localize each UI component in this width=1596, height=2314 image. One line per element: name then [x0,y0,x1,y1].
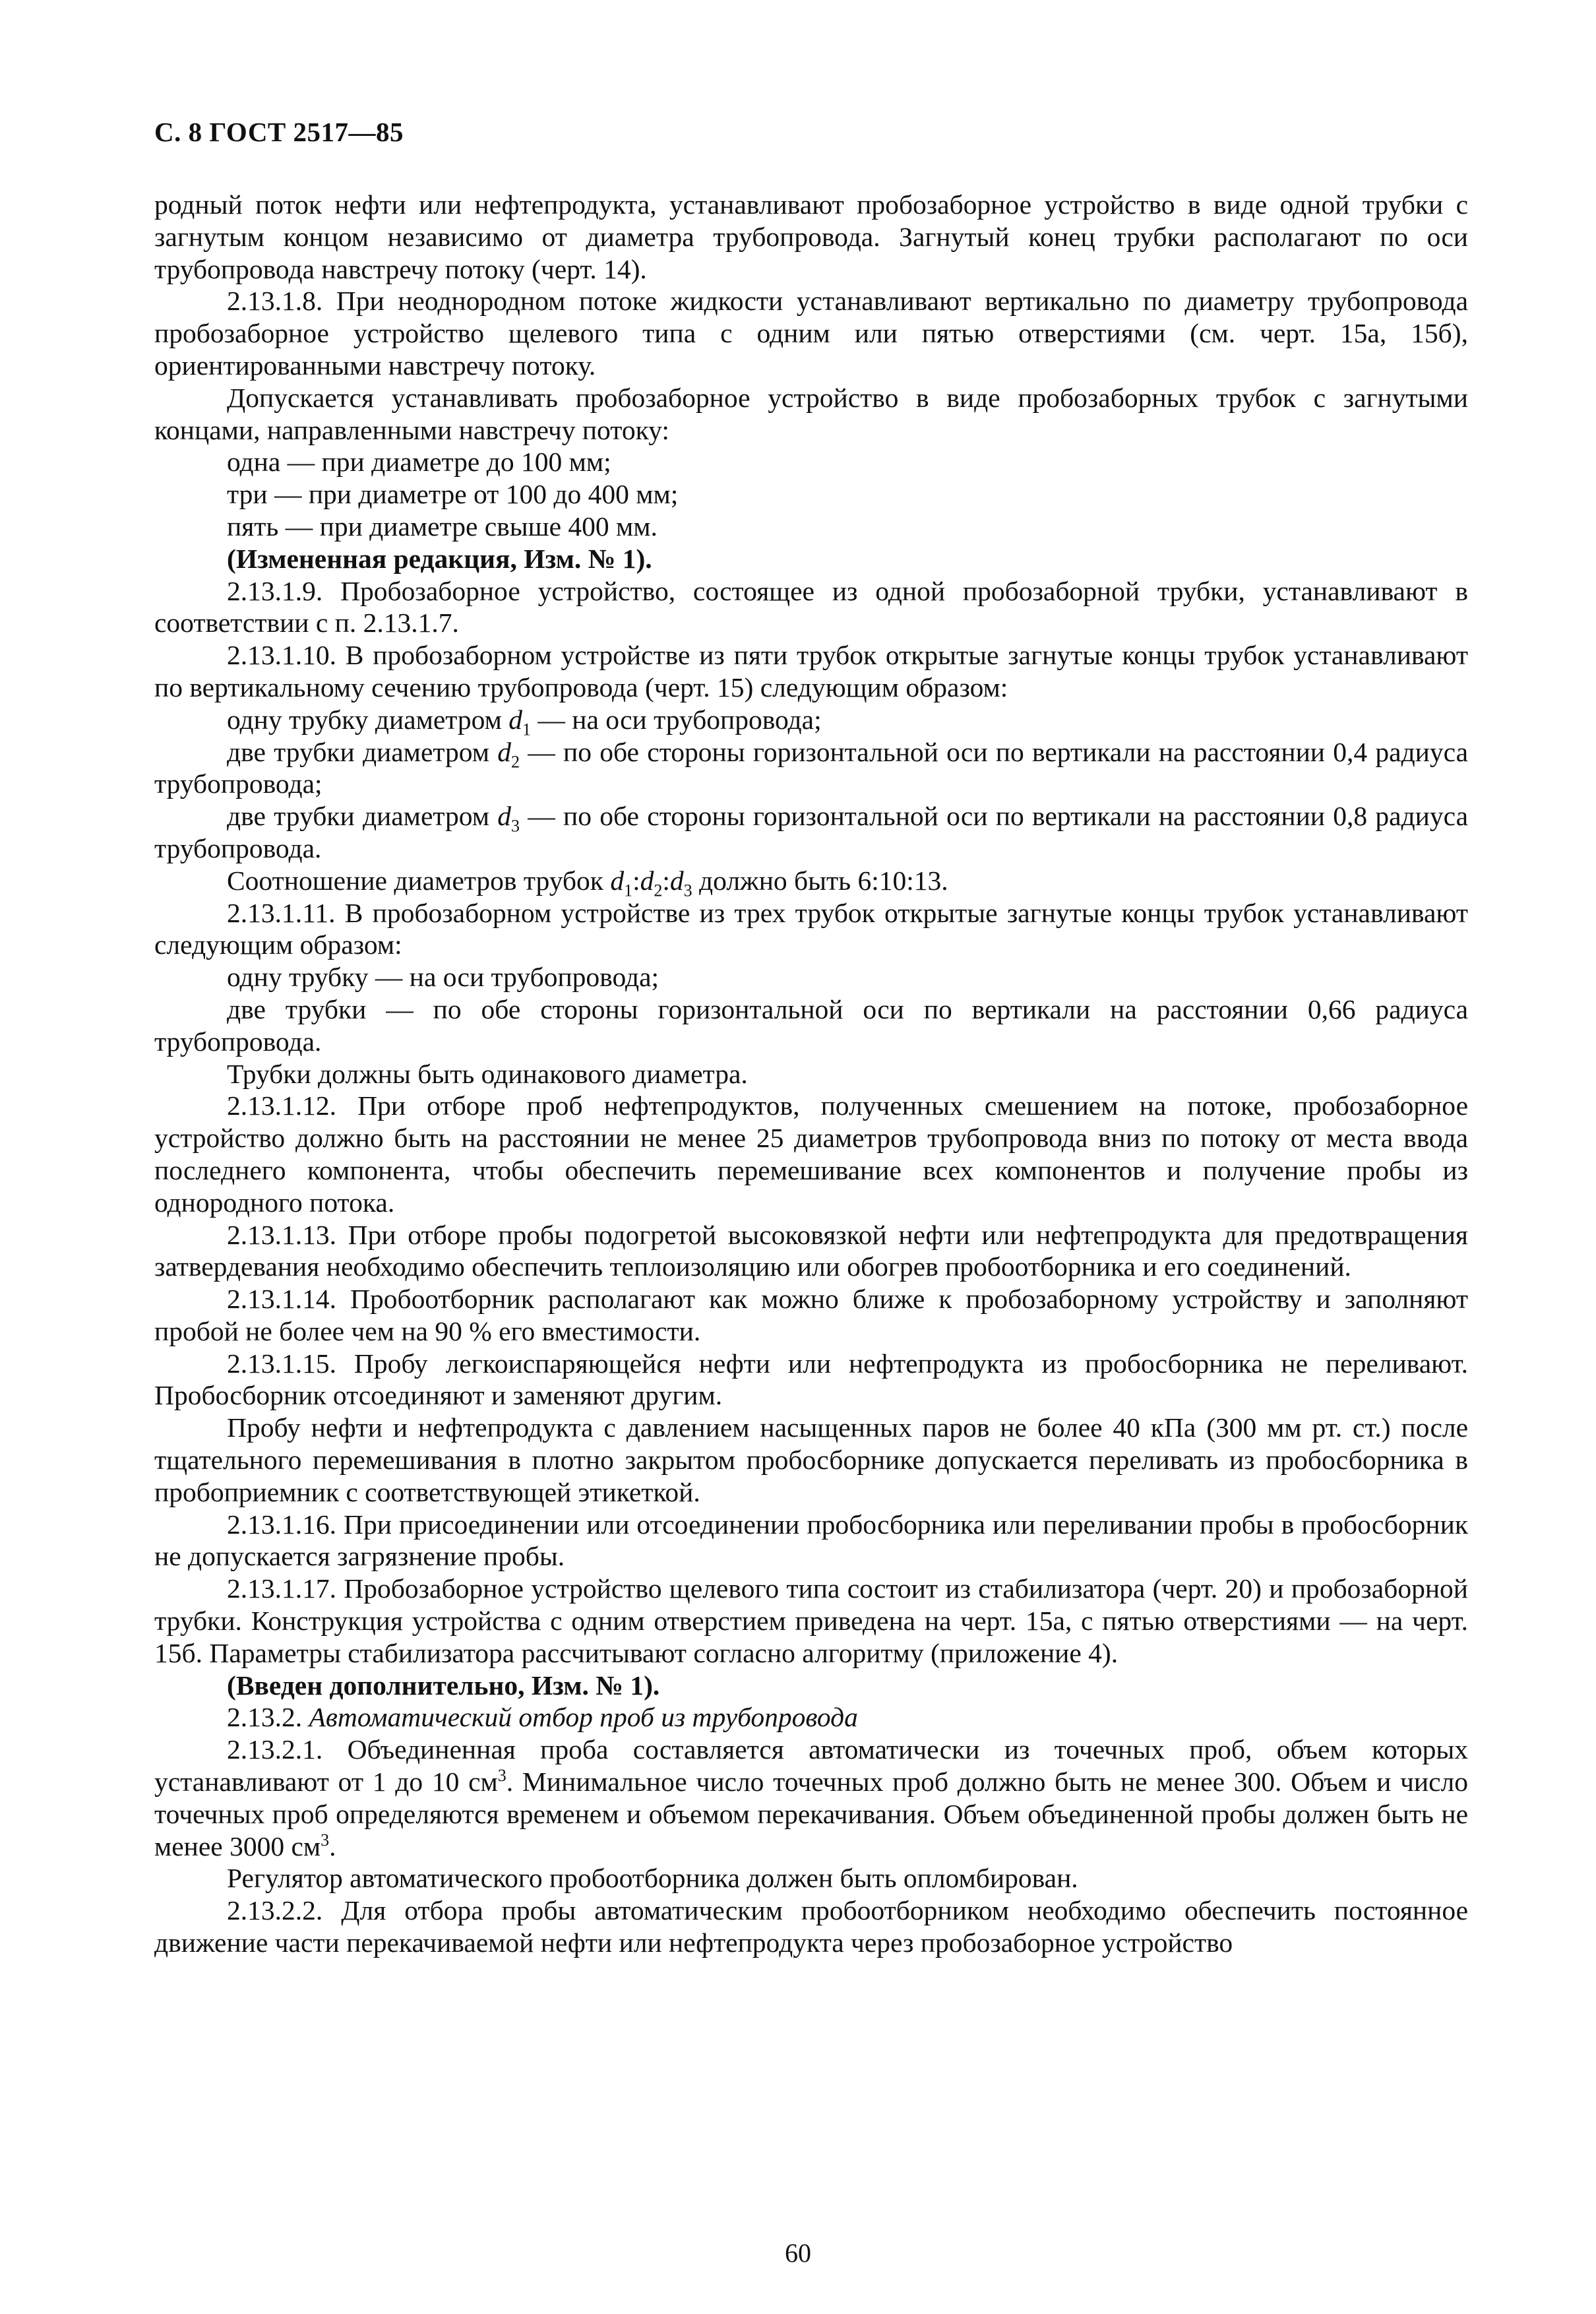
paragraph-tube-d1: одну трубку диаметром $d_1$ — на оси трубопровода; [227,704,822,739]
paragraph-2-13-1-13: 2.13.1.13. При отборе пробы подогретой высоковязкой нефти или нефтепродукта для предотвращения затвердевания необходимо обеспечить теплоизоляцию или обогрев пробоотборника и его соединений. [154,1219,1468,1282]
page-header: С. 8 ГОСТ 2517—85 [154,117,404,147]
paragraph-2-13-1-11: 2.13.1.11. В пробозаборном устройстве из трех трубок открытые загнутые концы трубок устанавливают следующим образом: [154,897,1468,960]
paragraph-regulator: Регулятор автоматического пробоотборника должен быть опломбирован. [227,1863,1078,1894]
paragraph-one-tube-axis: одну трубку — на оси трубопровода; [227,962,660,993]
list-item-three-tubes: три — при диаметре от 100 до 400 мм; [227,479,679,510]
paragraph-2-13-1-9: 2.13.1.9. Пробозаборное устройство, состоящее из одной пробозаборной трубки, устанавливают в соответствии с п. 2.13.1.7. [154,575,1468,639]
paragraph-same-diameter: Трубки должны быть одинакового диаметра. [227,1058,748,1089]
section-2-13-2: 2.13.2. Автоматический отбор проб из трубопровода [227,1702,858,1733]
paragraph-2-13-1-14: 2.13.1.14. Пробоотборник располагают как можно ближе к пробозаборному устройству и заполняют пробой не более чем на 90 % его вместимости. [154,1284,1468,1346]
paragraph-2-13-1-12: 2.13.1.12. При отборе проб нефтепродуктов, полученных смешением на потоке, пробозаборное устройство должно быть на расстоянии не менее 25 диаметров трубопровода вниз по потоку от места ввода последнего компонента, чтобы обеспечить перемешивание всех компонентов и получение пробы из однородного потока. [154,1090,1468,1218]
paragraph-tubes-allowed: Допускается устанавливать пробозаборное устройство в виде пробозаборных трубок с загнутыми концами, направленными навстречу потоку: [154,382,1468,445]
paragraph-tube-d3: две трубки диаметром $d_3$ — по обе стороны горизонтальной оси по вертикали на расстоянии 0,8 радиуса трубопровода. [154,801,1468,863]
paragraph-diameter-ratio: Соотношение диаметров трубок $d_1:d_2:d_3$ должно быть 6:10:13. [227,865,948,900]
paragraph-two-tubes: две трубки — по обе стороны горизонтальной оси по вертикали на расстоянии 0,66 радиуса трубопровода. [154,993,1468,1057]
paragraph-2-13-1-16: 2.13.1.16. При присоединении или отсоединении пробосборника или переливании пробы в пробосборник не допускается загрязнение пробы. [154,1509,1468,1572]
list-item-one-tube: одна — при диаметре до 100 мм; [227,447,611,478]
amendment-note-1: (Измененная редакция, Изм. № 1). [227,543,652,574]
paragraph-continuation: родный поток нефти или нефтепродукта, устанавливают пробозаборное устройство в виде одной трубки с загнутым концом независимо от диаметра трубопровода. Загнутый конец трубки располагают по оси трубопровода навстречу потоку (черт. 14). [154,189,1468,284]
list-item-five-tubes: пять — при диаметре свыше 400 мм. [227,511,658,542]
page-number: 60 [785,2238,811,2268]
paragraph-vapor-pressure: Пробу нефти и нефтепродукта с давлением насыщенных паров не более 40 кПа (300 мм рт. ст.) после тщательного перемешивания в плотно закрытом пробосборнике допускается переливать из пробосборника в пробоприемник с соответствующей этикеткой. [154,1412,1468,1507]
paragraph-2-13-2-1: 2.13.2.1. Объединенная проба составляется автоматически из точечных проб, объем которых устанавливают от 1 до 10 $см^3$. Минимальное число точечных проб должно быть не менее 300. Объем и число точечных проб определяются временем и объемом перекачивания. Объем объединенной пробы должен быть не менее 3000 $см^3$. [154,1734,1468,1861]
paragraph-tube-d2: две трубки диаметром $d_2$ — по обе стороны горизонтальной оси по вертикали на расстоянии 0,4 радиуса трубопровода; [154,736,1468,799]
paragraph-2-13-1-8: 2.13.1.8. При неоднородном потоке жидкости устанавливают вертикально по диаметру трубопровода пробозаборное устройство щелевого типа с одним или пятью отверстиями (см. черт. 15а, 15б), ориентированными навстречу потоку. [154,286,1468,381]
amendment-note-2: (Введен дополнительно, Изм. № 1). [227,1670,660,1701]
paragraph-2-13-1-17: 2.13.1.17. Пробозаборное устройство щелевого типа состоит из стабилизатора (черт. 20) и пробозаборной трубки. Конструкция устройства с одним отверстием приведена на черт. 15а, с пятью отверстиями — на черт. 15б. Параметры стабилизатора рассчитывают согласно алгоритму (приложение 4). [154,1573,1468,1668]
paragraph-2-13-1-15: 2.13.1.15. Пробу легкоиспаряющейся нефти или нефтепродукта из пробосборника не переливают. Пробосборник отсоединяют и заменяют другим. [154,1348,1468,1411]
document-body [154,189,1468,1959]
paragraph-2-13-1-10: 2.13.1.10. В пробозаборном устройстве из пяти трубок открытые загнутые концы трубок устанавливают по вертикальному сечению трубопровода (черт. 15) следующим образом: [154,640,1468,703]
paragraph-2-13-2-2: 2.13.2.2. Для отбора пробы автоматическим пробоотборником необходимо обеспечить постоянное движение части перекачиваемой нефти или нефтепродукта через пробозаборное устройство [154,1895,1468,1958]
